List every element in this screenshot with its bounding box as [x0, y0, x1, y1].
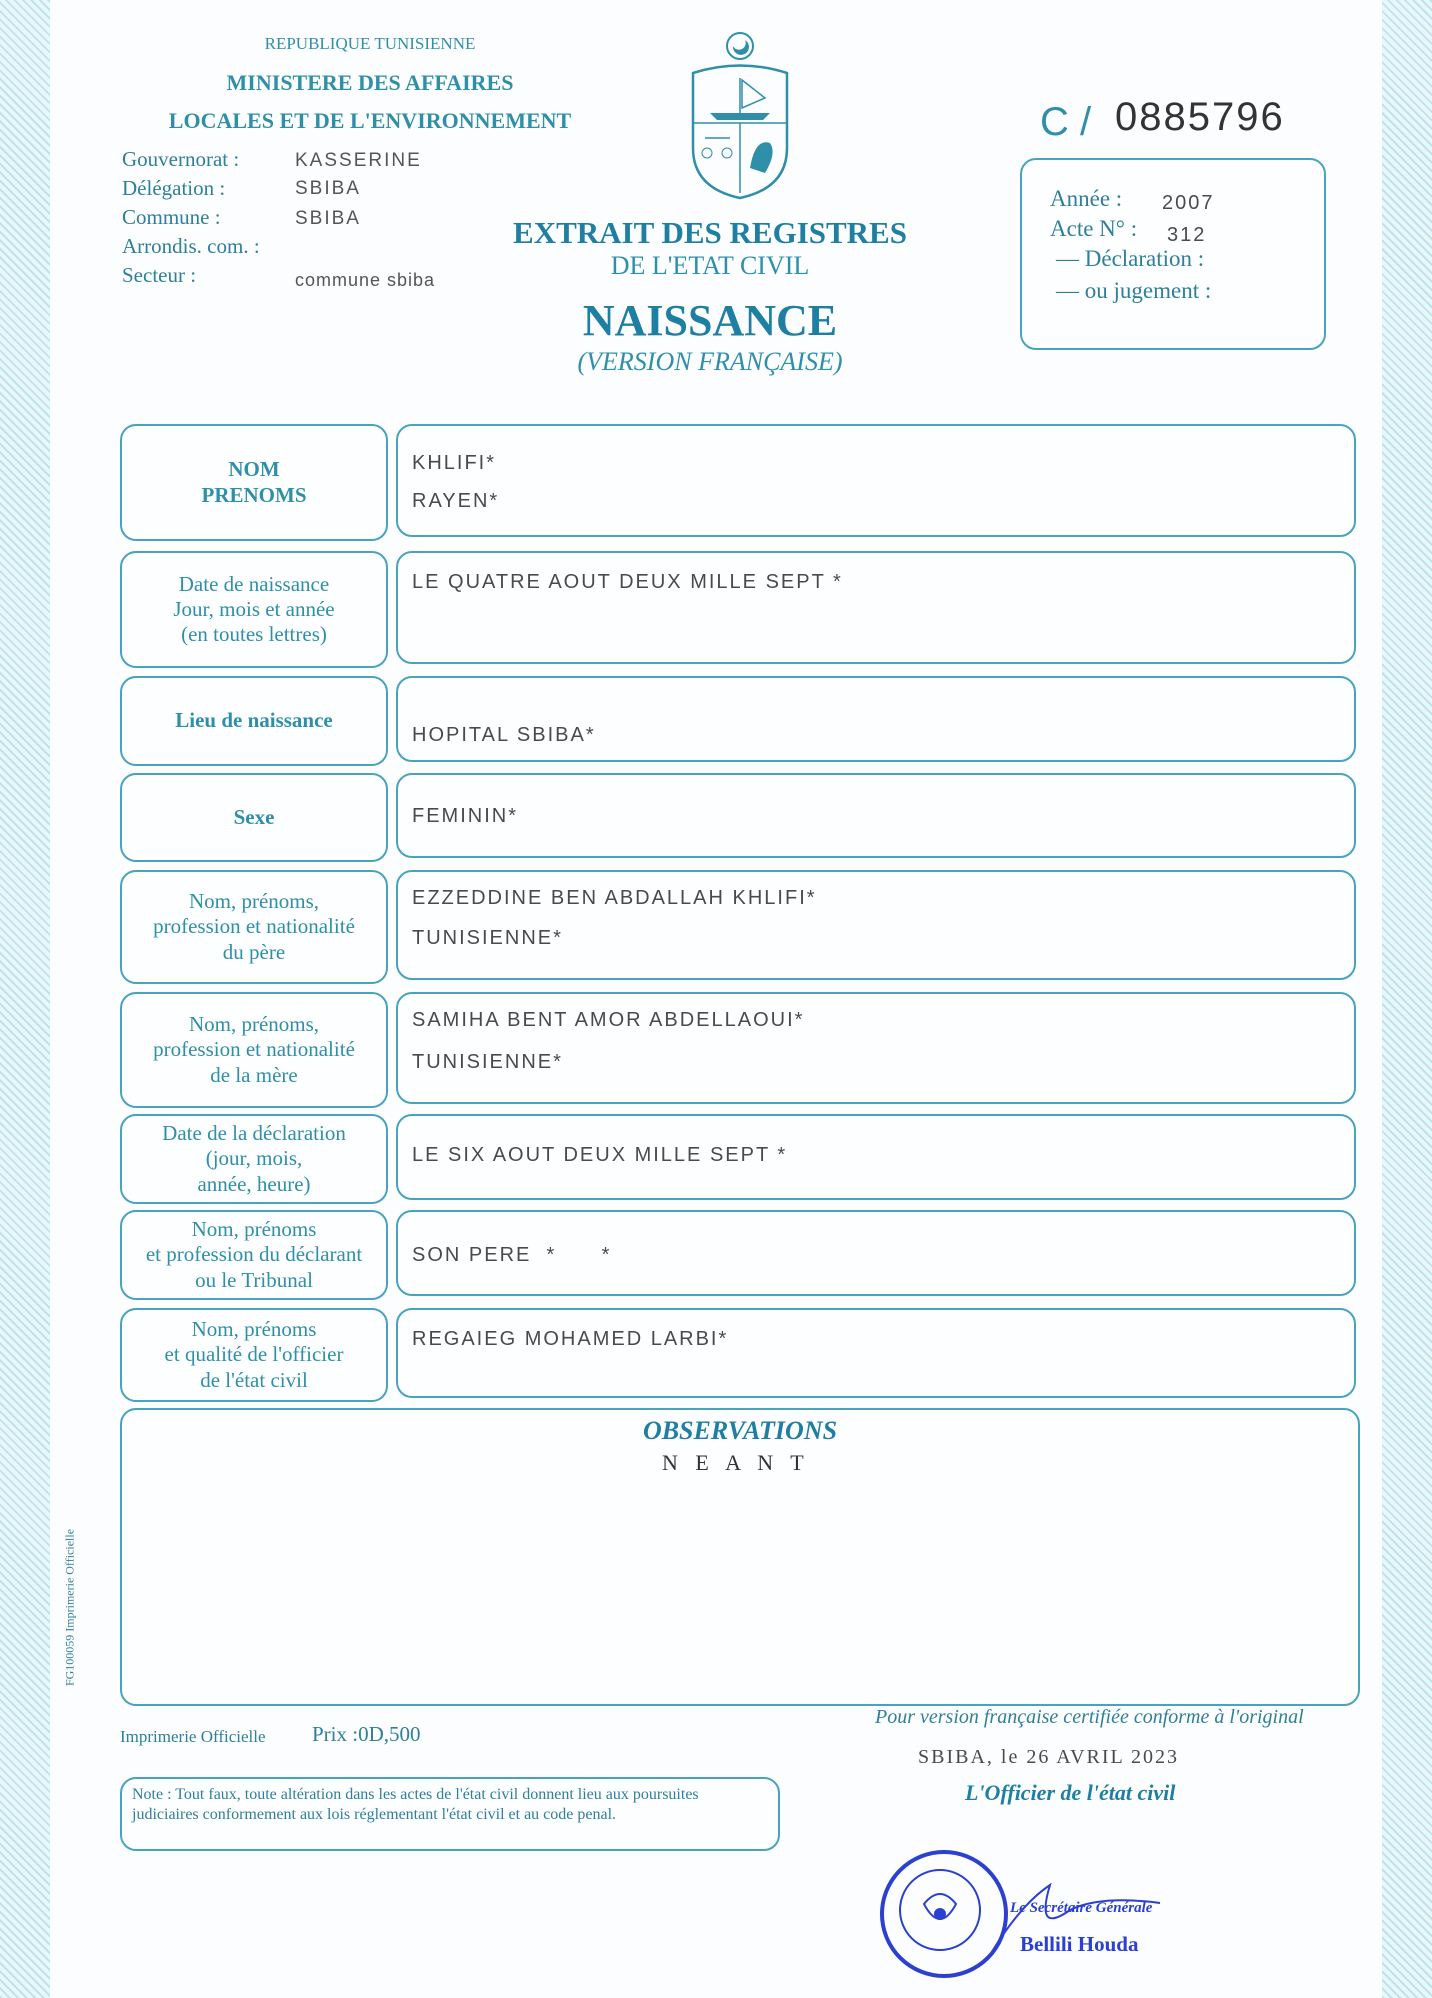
ministry-line2: LOCALES ET DE L'ENVIRONNEMENT — [168, 108, 572, 133]
row-label-officier: Nom, prénoms et qualité de l'officier de l'état civil — [120, 1308, 388, 1402]
tunisia-coat-of-arms-icon — [685, 28, 795, 200]
nom-value: KHLIFI* — [412, 452, 497, 474]
gouvernorat-label: Gouvernorat : — [122, 147, 240, 171]
declarant-value: SON PERE * * — [412, 1244, 612, 1266]
serial-prefix: C / — [1040, 100, 1092, 144]
row-value-lieu-naissance — [396, 676, 1356, 762]
row-label-date-declaration: Date de la déclaration (jour, mois, année, heure) — [120, 1114, 388, 1204]
certified-statement: Pour version française certifiée conforme à l'original — [875, 1706, 1304, 1728]
pere-nationalite-value: TUNISIENNE* — [412, 927, 563, 949]
commune-label: Commune : — [122, 205, 221, 229]
document-version-label: (VERSION FRANÇAISE) — [577, 347, 843, 376]
annee-value: 2007 — [1162, 192, 1215, 214]
observations-title: OBSERVATIONS — [642, 1416, 838, 1445]
acte-label: Acte N° : — [1050, 216, 1138, 241]
row-label-lieu-naissance: Lieu de naissance — [120, 676, 388, 766]
side-printer-code: FG100059 Imprimerie Officielle — [62, 1528, 77, 1687]
row-value-date-declaration — [396, 1114, 1356, 1200]
signature-title: Le Secrétaire Générale — [1010, 1900, 1153, 1916]
row-value-date-naissance — [396, 551, 1356, 664]
pere-nom-value: EZZEDDINE BEN ABDALLAH KHLIFI* — [412, 887, 817, 909]
jugement-label: — ou jugement : — [1056, 278, 1212, 303]
row-value-nom-prenoms — [396, 424, 1356, 537]
row-value-mere — [396, 992, 1356, 1104]
secteur-value: commune sbiba — [295, 270, 436, 290]
row-label-pere: Nom, prénoms, profession et nationalité du père — [120, 870, 388, 984]
officer-title: L'Officier de l'état civil — [965, 1780, 1176, 1805]
mere-nom-value: SAMIHA BENT AMOR ABDELLAOUI* — [412, 1009, 805, 1031]
row-value-declarant — [396, 1210, 1356, 1296]
annee-label: Année : — [1050, 186, 1123, 211]
act-info-box — [1020, 158, 1326, 350]
officier-value: REGAIEG MOHAMED LARBI* — [412, 1328, 729, 1350]
legal-note-box — [120, 1777, 780, 1851]
right-guilloche-border — [1379, 0, 1432, 1998]
arrondissement-label: Arrondis. com. : — [122, 234, 260, 258]
row-label-nom-prenoms: NOM PRENOMS — [120, 424, 388, 541]
date-naissance-value: LE QUATRE AOUT DEUX MILLE SEPT * — [412, 571, 843, 593]
row-value-sexe — [396, 773, 1356, 858]
acte-value: 312 — [1167, 224, 1207, 246]
mere-nationalite-value: TUNISIENNE* — [412, 1051, 563, 1073]
row-value-pere — [396, 870, 1356, 980]
delegation-value: SBIBA — [295, 178, 361, 199]
row-label-date-naissance: Date de naissance Jour, mois et année (en toutes lettres) — [120, 551, 388, 668]
observations-value: N E A N T — [662, 1450, 810, 1475]
legal-note-text: Note : Tout faux, toute altération dans les actes de l'état civil donnent lieu aux poursuites judiciaires conformement aux lois réglementant l'état civil et au code penal. — [132, 1786, 699, 1823]
certificate-page — [50, 0, 1382, 1998]
prenoms-value: RAYEN* — [412, 490, 500, 512]
gouvernorat-value: KASSERINE — [295, 150, 422, 171]
republic-label: REPUBLIQUE TUNISIENNE — [264, 34, 476, 53]
sexe-value: FEMININ* — [412, 805, 518, 827]
row-label-sexe: Sexe — [120, 773, 388, 862]
secteur-label: Secteur : — [122, 263, 197, 287]
document-type-title: NAISSANCE — [582, 296, 838, 345]
date-declaration-value: LE SIX AOUT DEUX MILLE SEPT * — [412, 1144, 788, 1166]
signature-scribble-icon — [980, 1865, 1180, 1975]
declaration-label: — Déclaration : — [1056, 246, 1205, 271]
delegation-label: Délégation : — [122, 176, 226, 200]
serial-number: 0885796 — [1115, 95, 1285, 139]
left-guilloche-border — [0, 0, 53, 1998]
row-label-declarant: Nom, prénoms et profession du déclarant ou le Tribunal — [120, 1210, 388, 1300]
row-value-officier — [396, 1308, 1356, 1398]
printer-label: Imprimerie Officielle — [120, 1727, 266, 1746]
document-title-line2: DE L'ETAT CIVIL — [610, 251, 810, 280]
commune-value: SBIBA — [295, 208, 361, 229]
document-title-line1: EXTRAIT DES REGISTRES — [513, 215, 907, 250]
price-label: Prix :0D,500 — [312, 1722, 421, 1746]
ministry-line1: MINISTERE DES AFFAIRES — [226, 70, 514, 95]
signature-name: Bellili Houda — [1020, 1932, 1139, 1956]
place-and-date: SBIBA, le 26 AVRIL 2023 — [918, 1746, 1180, 1768]
row-label-mere: Nom, prénoms, profession et nationalité de la mère — [120, 992, 388, 1108]
observations-box — [120, 1408, 1360, 1706]
lieu-naissance-value: HOPITAL SBIBA* — [412, 724, 596, 746]
